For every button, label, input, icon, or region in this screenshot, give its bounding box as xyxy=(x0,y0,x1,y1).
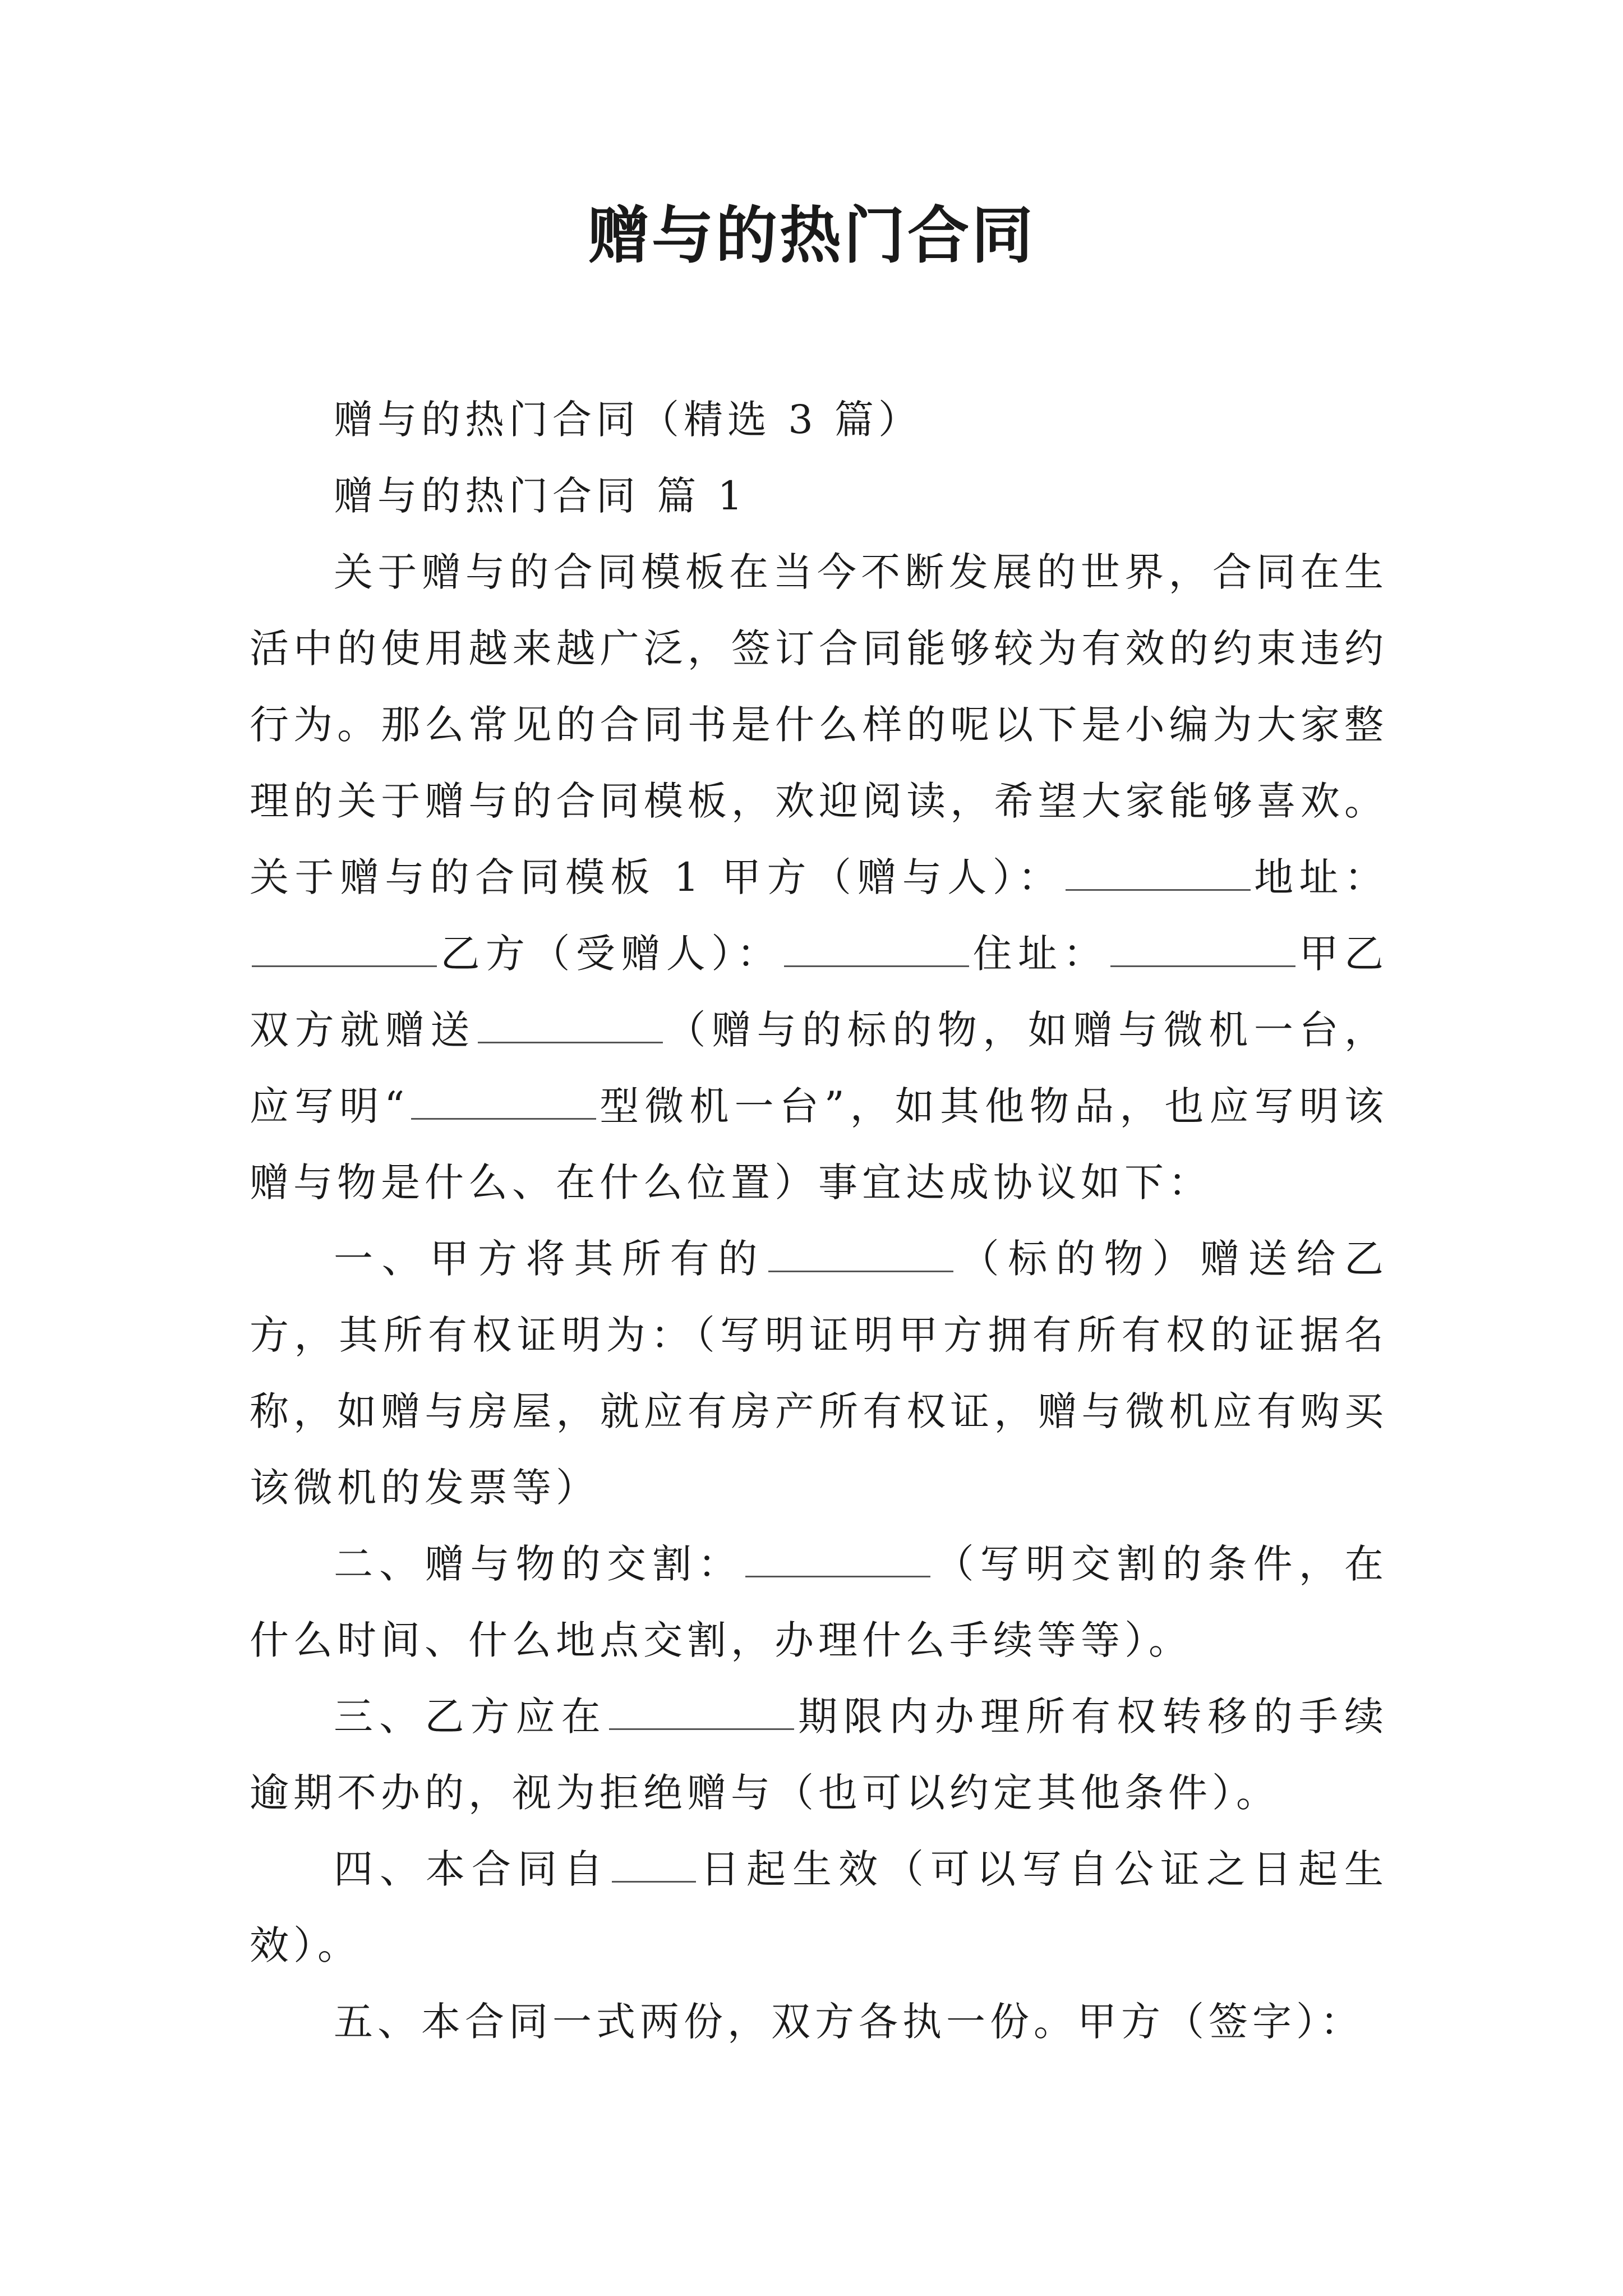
clause-3-text-a: 三、乙方应在 xyxy=(334,1694,607,1740)
parties-text-5: 甲乙双方就赠送 xyxy=(250,931,1389,1053)
blank-field[interactable] xyxy=(478,997,663,1043)
clause-2-text-a: 二、赠与物的交割： xyxy=(334,1541,744,1587)
intro-text: 关于赠与的合同模板在当今不断发展的世界，合同在生活中的使用越来越广泛，签订合同能够较为有效的约束违约行为。那么常见的合同书是什么样的呢以下是小编为大家整理的关于赠与的合同模板，欢迎阅读，希望大家能够喜欢。 xyxy=(250,549,1388,824)
document-body xyxy=(250,381,1388,2060)
clause-1-text-b: （标的物）赠送给乙方，其所有权证明为：（写明证明甲方拥有所有权的证据名称，如赠与房屋，就应有房产所有权证，赠与微机应有购买该微机的发票等） xyxy=(250,1236,1388,1511)
blank-field[interactable] xyxy=(1110,921,1295,967)
clause-4-text-b: 日起生效（可以写自公证之日起生效）。 xyxy=(250,1846,1388,1968)
blank-field[interactable] xyxy=(768,1226,953,1272)
parties-text-4: 住址： xyxy=(971,931,1109,977)
blank-field[interactable] xyxy=(411,1073,596,1120)
parties-text-3: 乙方（受赠人）： xyxy=(439,931,782,977)
blank-field[interactable] xyxy=(252,921,437,967)
blank-field[interactable] xyxy=(1066,844,1251,891)
intro-paragraph xyxy=(250,534,1388,1221)
section-heading: 赠与的热门合同 篇 1 xyxy=(334,473,748,519)
clause-3-text-b: 期限内办理所有权转移的手续逾期不办的，视为拒绝赠与（也可以约定其他条件）。 xyxy=(250,1694,1389,1816)
subtitle-line: 赠与的热门合同（精选 3 篇） xyxy=(334,397,923,443)
clause-4 xyxy=(250,1831,1388,1984)
clause-5: 五、本合同一式两份，双方各执一份。甲方（签字）： xyxy=(334,1999,1364,2045)
blank-field[interactable] xyxy=(612,1836,696,1883)
clause-1 xyxy=(250,1221,1388,1526)
blank-field[interactable] xyxy=(745,1531,930,1577)
clause-3 xyxy=(250,1678,1388,1831)
parties-text-1: 关于赠与的合同模板 1 甲方（赠与人）： xyxy=(250,854,1063,900)
blank-field[interactable] xyxy=(784,921,969,967)
document-title: 赠与的热门合同 xyxy=(588,199,1035,272)
clause-4-text-a: 四、本合同自 xyxy=(334,1846,610,1892)
parties-text-6: （赠与的标的物，如赠与微机一台，应写明“ xyxy=(250,1007,1389,1129)
parties-text-2: 地址： xyxy=(1252,854,1388,900)
clause-2 xyxy=(250,1526,1388,1678)
parties-text-7: 型微机一台”，如其他物品，也应写明该赠与物是什么、在什么位置）事宜达成协议如下： xyxy=(250,1083,1388,1205)
clause-1-text-a: 一、甲方将其所有的 xyxy=(334,1236,766,1282)
clause-2-text-b: （写明交割的条件，在什么时间、什么地点交割，办理什么手续等等）。 xyxy=(250,1541,1389,1663)
blank-field[interactable] xyxy=(609,1683,794,1730)
